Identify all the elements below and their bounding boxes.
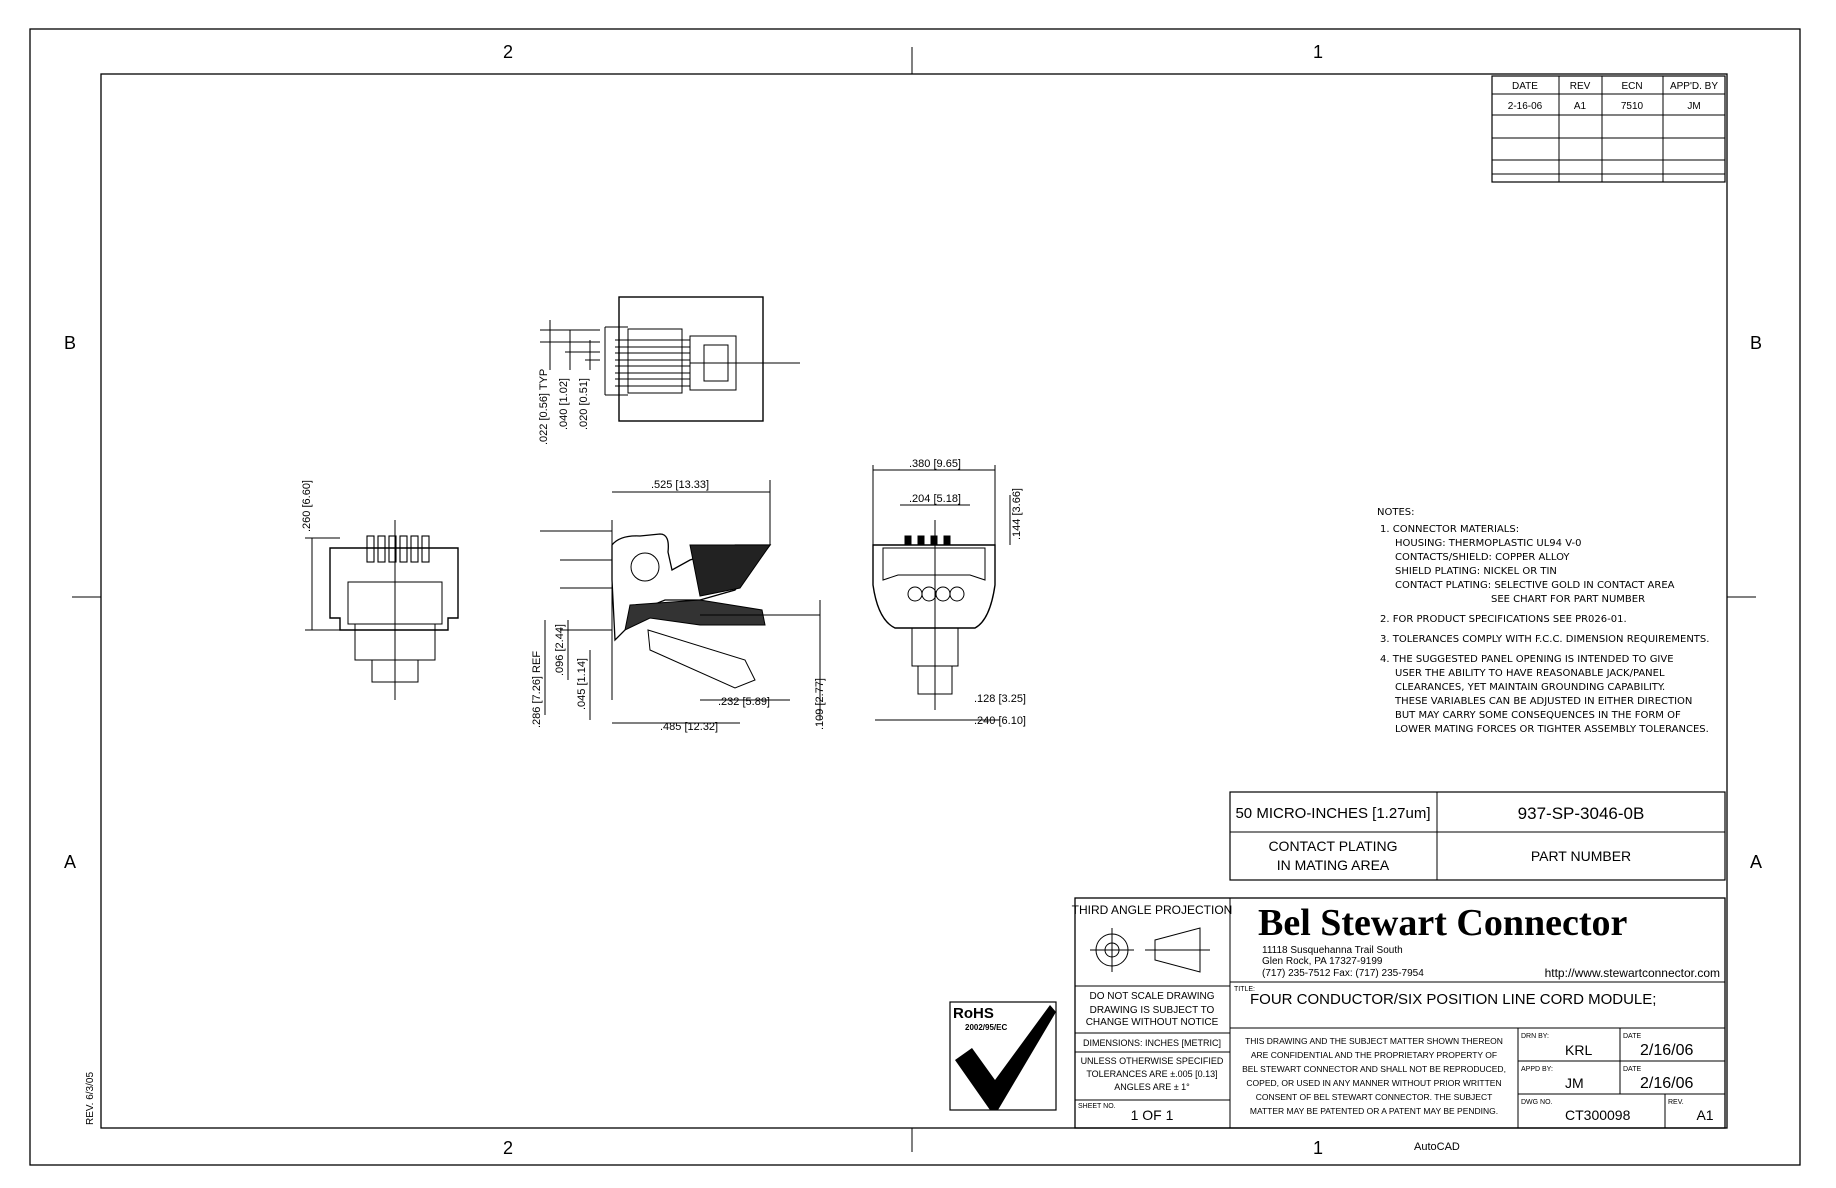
revision-table	[1492, 76, 1725, 182]
dim-end-240: .240 [6.10]	[974, 715, 1026, 727]
note-line: CONTACT PLATING: SELECTIVE GOLD IN CONTACT AREA	[1395, 580, 1675, 591]
dim-end-144: .144 [3.66]	[1011, 488, 1023, 540]
sheet-value: 1 OF 1	[1130, 1107, 1174, 1123]
approved-date-value: 2/16/06	[1640, 1075, 1694, 1092]
projection-symbol	[1090, 928, 1210, 972]
drawn-date-label: DATE	[1623, 1033, 1642, 1040]
rev-header-ecn: ECN	[1621, 81, 1643, 92]
dim-front-260: .260 [6.60]	[301, 480, 313, 532]
sheet-label: SHEET NO.	[1078, 1103, 1116, 1110]
company-phone: (717) 235-7512 Fax: (717) 235-7954	[1262, 968, 1424, 979]
top-view	[538, 297, 800, 445]
do-not-scale: DO NOT SCALE DRAWING	[1089, 991, 1215, 1002]
company-url: http://www.stewartconnector.com	[1544, 966, 1720, 980]
zone-left-b: B	[63, 333, 77, 353]
company-address: 11118 Susquehanna Trail South	[1262, 945, 1403, 956]
confidential-line: COPED, OR USED IN ANY MANNER WITHOUT PRIOR WRITTEN	[1246, 1078, 1502, 1088]
rohs-badge	[950, 1002, 1056, 1110]
end-view	[873, 458, 1026, 727]
rev-header-rev: REV	[1569, 81, 1591, 92]
tolerance-line: TOLERANCES ARE ±.005 [0.13]	[1086, 1069, 1218, 1079]
zone-bottom-1: 1	[1312, 1138, 1324, 1158]
note-line: HOUSING: THERMOPLASTIC UL94 V-0	[1395, 538, 1582, 549]
dim-side-096: .096 [2.44]	[554, 624, 566, 676]
tolerance-line: UNLESS OTHERWISE SPECIFIED	[1080, 1056, 1224, 1066]
company-address: Glen Rock, PA 17327-9199	[1262, 956, 1383, 967]
rev-cell-date: 2-16-06	[1507, 101, 1543, 112]
note-line: SHIELD PLATING: NICKEL OR TIN	[1395, 566, 1557, 577]
plating-label: CONTACT PLATING	[1268, 838, 1398, 854]
dim-side-286: .286 [7.26] REF	[531, 650, 543, 728]
note-line: 4. THE SUGGESTED PANEL OPENING IS INTENDED TO GIVE	[1380, 654, 1674, 665]
approved-by-label: APPD BY:	[1521, 1066, 1553, 1073]
dimension-units: DIMENSIONS: INCHES [METRIC]	[1082, 1038, 1222, 1048]
drawing-title: FOUR CONDUCTOR/SIX POSITION LINE CORD MODULE;	[1250, 991, 1657, 1008]
rev-header-date: DATE	[1512, 81, 1538, 92]
revision-label: REV.	[1668, 1099, 1684, 1106]
zone-left-a: A	[63, 852, 77, 872]
subject-to-change: CHANGE WITHOUT NOTICE	[1085, 1017, 1219, 1028]
zone-bottom-2: 2	[502, 1138, 514, 1158]
rev-cell-ecn: 7510	[1620, 101, 1644, 112]
dim-end-380: .380 [9.65]	[909, 458, 961, 470]
drawn-by-label: DRN BY:	[1521, 1033, 1550, 1040]
confidential-line: BEL STEWART CONNECTOR AND SHALL NOT BE REPRODUCED,	[1242, 1064, 1506, 1074]
dim-side-045: .045 [1.14]	[576, 658, 588, 710]
note-line: SEE CHART FOR PART NUMBER	[1491, 594, 1646, 605]
note-line: BUT MAY CARRY SOME CONSEQUENCES IN THE FORM OF	[1395, 710, 1681, 721]
plating-value: 50 MICRO-INCHES [1.27um]	[1235, 805, 1431, 822]
drawing-number-label: DWG NO.	[1521, 1099, 1553, 1106]
notes-heading: NOTES:	[1377, 507, 1415, 518]
rev-cell-appd: JM	[1687, 101, 1701, 112]
zone-top-2: 2	[502, 42, 514, 62]
part-number-label: PART NUMBER	[1530, 848, 1632, 864]
company-name: Bel Stewart Connector	[1258, 902, 1628, 944]
confidential-line: ARE CONFIDENTIAL AND THE PROPRIETARY PROPERTY OF	[1250, 1050, 1498, 1060]
note-line: USER THE ABILITY TO HAVE REASONABLE JACK/PANEL	[1395, 668, 1665, 679]
drawn-date-value: 2/16/06	[1640, 1042, 1694, 1059]
dim-top-022: .022 [0.56] TYP	[538, 368, 550, 445]
notes-block	[1377, 507, 1709, 735]
rev-cell-rev: A1	[1573, 101, 1587, 112]
subject-to-change: DRAWING IS SUBJECT TO	[1089, 1005, 1215, 1016]
plating-label: IN MATING AREA	[1276, 857, 1390, 873]
dim-side-485: .485 [12.32]	[660, 721, 719, 733]
dim-side-525: .525 [13.33]	[650, 479, 710, 491]
note-line: 3. TOLERANCES COMPLY WITH F.C.C. DIMENSION REQUIREMENTS.	[1380, 634, 1710, 645]
drawn-by-value: KRL	[1565, 1042, 1593, 1058]
zone-right-b: B	[1749, 333, 1763, 353]
side-view	[531, 479, 826, 733]
autocad-label: AutoCAD	[1414, 1141, 1460, 1153]
confidential-line: CONSENT OF BEL STEWART CONNECTOR. THE SUBJECT	[1255, 1092, 1493, 1102]
revision-value: A1	[1696, 1107, 1714, 1123]
rohs-label: RoHS	[953, 1005, 994, 1022]
note-line: THESE VARIABLES CAN BE ADJUSTED IN EITHER DIRECTION	[1395, 696, 1693, 707]
part-number-value: 937-SP-3046-0B	[1517, 804, 1645, 823]
part-number-table	[1230, 792, 1725, 880]
confidential-line: THIS DRAWING AND THE SUBJECT MATTER SHOWN THEREON	[1245, 1036, 1503, 1046]
rev-stamp: REV. 6/3/05	[85, 1071, 96, 1125]
note-line: CONTACTS/SHIELD: COPPER ALLOY	[1395, 552, 1570, 563]
confidential-line: MATTER MAY BE PATENTED OR A PATENT MAY BE PENDING.	[1249, 1106, 1499, 1116]
note-line: 2. FOR PRODUCT SPECIFICATIONS SEE PR026-01.	[1380, 614, 1627, 625]
zone-top-1: 1	[1312, 42, 1324, 62]
dim-end-128: .128 [3.25]	[974, 693, 1026, 705]
dim-side-232: .232 [5.89]	[718, 696, 770, 708]
dim-end-204: .204 [5.18]	[909, 493, 961, 505]
dim-side-109: .109 [2.77]	[814, 678, 826, 730]
tolerance-line: ANGLES ARE ± 1°	[1114, 1082, 1190, 1092]
note-line: CLEARANCES, YET MAINTAIN GROUNDING CAPABILITY.	[1395, 682, 1666, 693]
title-label: TITLE:	[1234, 986, 1256, 993]
front-view	[301, 480, 458, 700]
title-block	[1072, 898, 1725, 1128]
dim-top-040: .040 [1.02]	[558, 378, 570, 430]
drawing-number-value: CT300098	[1565, 1107, 1631, 1123]
note-line: 1. CONNECTOR MATERIALS:	[1380, 524, 1520, 535]
projection-label: THIRD ANGLE PROJECTION	[1071, 903, 1233, 917]
note-line: LOWER MATING FORCES OR TIGHTER ASSEMBLY TOLERANCES.	[1395, 724, 1709, 735]
rohs-sub: 2002/95/EC	[965, 1023, 1008, 1032]
rev-header-appd: APP'D. BY	[1669, 81, 1719, 92]
approved-by-value: JM	[1565, 1075, 1584, 1091]
zone-right-a: A	[1749, 852, 1763, 872]
dim-top-020: .020 [0.51]	[578, 378, 590, 430]
approved-date-label: DATE	[1623, 1066, 1642, 1073]
